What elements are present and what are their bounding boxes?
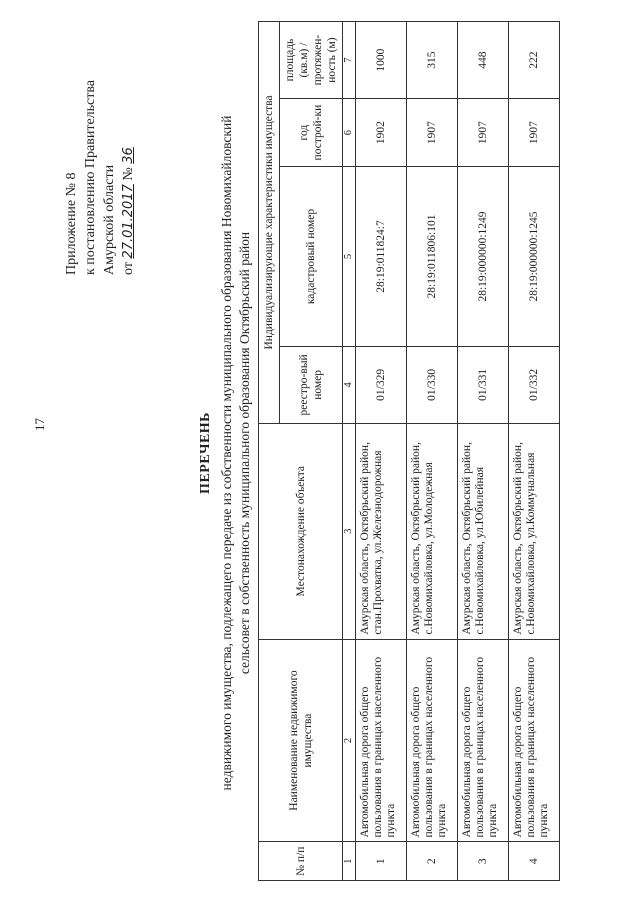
row-year: 1907	[509, 99, 560, 167]
row-cadastral: 28:19:000000:1245	[509, 167, 560, 347]
handwritten-number: 36	[121, 147, 136, 164]
appendix-line-1: Приложение № 8	[64, 172, 79, 275]
appendix-line-2: к постановлению Правительства	[83, 79, 98, 275]
row-location: Амурская область, Октябрьский район, с.Новомихайловка, ул.Коммунальная	[509, 423, 560, 639]
header-name: Наименование недвижимого имущества	[259, 639, 343, 842]
subtitle-line-2: сельсовет в собственность муниципального образования Октябрьский район	[237, 231, 252, 675]
row-name: Автомобильная дорога общего пользования в границах населенного пункта	[407, 639, 458, 842]
header-location: Местонахождение объекта	[259, 423, 343, 639]
column-number: 7	[343, 22, 356, 99]
number-prefix: №	[121, 167, 136, 181]
document-title: ПЕРЕЧЕНЬ	[198, 412, 213, 494]
date-prefix: от	[121, 262, 136, 275]
row-name: Автомобильная дорога общего пользования в границах населенного пункта	[509, 639, 560, 842]
row-num: 4	[509, 842, 560, 881]
table-header-row	[259, 22, 280, 881]
document-subtitle	[218, 53, 254, 853]
appendix-date-line	[119, 80, 138, 275]
header-year: год построй-ки	[280, 99, 343, 167]
row-name: Автомобильная дорога общего пользования в границах населенного пункта	[356, 639, 407, 842]
column-number: 2	[343, 639, 356, 842]
row-location: Амурская область, Октябрьский район, стан.Прохватка, ул.Железнодорожная	[356, 423, 407, 639]
row-registry: 01/329	[356, 346, 407, 423]
row-area: 315	[407, 22, 458, 99]
handwritten-date: 27.01.2017	[121, 184, 136, 259]
row-year: 1902	[356, 99, 407, 167]
document-page	[10, 13, 630, 893]
appendix-block	[62, 80, 138, 275]
row-location: Амурская область, Октябрьский район, с.Новомихайловка, ул.Юбилейная	[458, 423, 509, 639]
column-number: 5	[343, 167, 356, 347]
page-number: 17	[32, 418, 47, 431]
header-cadastral: кадастровый номер	[280, 167, 343, 347]
row-registry: 01/331	[458, 346, 509, 423]
property-table	[258, 21, 560, 881]
row-name: Автомобильная дорога общего пользования в границах населенного пункта	[458, 639, 509, 842]
column-number: 1	[343, 842, 356, 881]
row-cadastral: 28:19:011806:101	[407, 167, 458, 347]
row-num: 2	[407, 842, 458, 881]
header-characteristics: Индивидуализирующие характеристики имущества	[259, 22, 280, 424]
column-number: 3	[343, 423, 356, 639]
column-number-row	[343, 22, 356, 881]
table-row	[407, 22, 458, 881]
row-num: 1	[356, 842, 407, 881]
row-area: 1000	[356, 22, 407, 99]
row-cadastral: 28:19:000000:1249	[458, 167, 509, 347]
row-cadastral: 28:19:011824:7	[356, 167, 407, 347]
row-registry: 01/330	[407, 346, 458, 423]
row-year: 1907	[407, 99, 458, 167]
column-number: 6	[343, 99, 356, 167]
header-registry: реестро-вый номер	[280, 346, 343, 423]
column-number: 4	[343, 346, 356, 423]
row-area: 448	[458, 22, 509, 99]
table-row	[458, 22, 509, 881]
table-row	[356, 22, 407, 881]
row-year: 1907	[458, 99, 509, 167]
appendix-line-3: Амурской области	[102, 164, 117, 275]
table-row	[509, 22, 560, 881]
header-area: площадь (кв.м) / протяжен-ность (м)	[280, 22, 343, 99]
header-num: № п/п	[259, 842, 343, 881]
row-location: Амурская область, Октябрьский район, с.Новомихайловка, ул.Молодежная	[407, 423, 458, 639]
row-registry: 01/332	[509, 346, 560, 423]
row-area: 222	[509, 22, 560, 99]
subtitle-line-1: недвижимого имущества, подлежащего передаче из собственности муниципального образования Новомихайловский	[219, 115, 234, 791]
row-num: 3	[458, 842, 509, 881]
